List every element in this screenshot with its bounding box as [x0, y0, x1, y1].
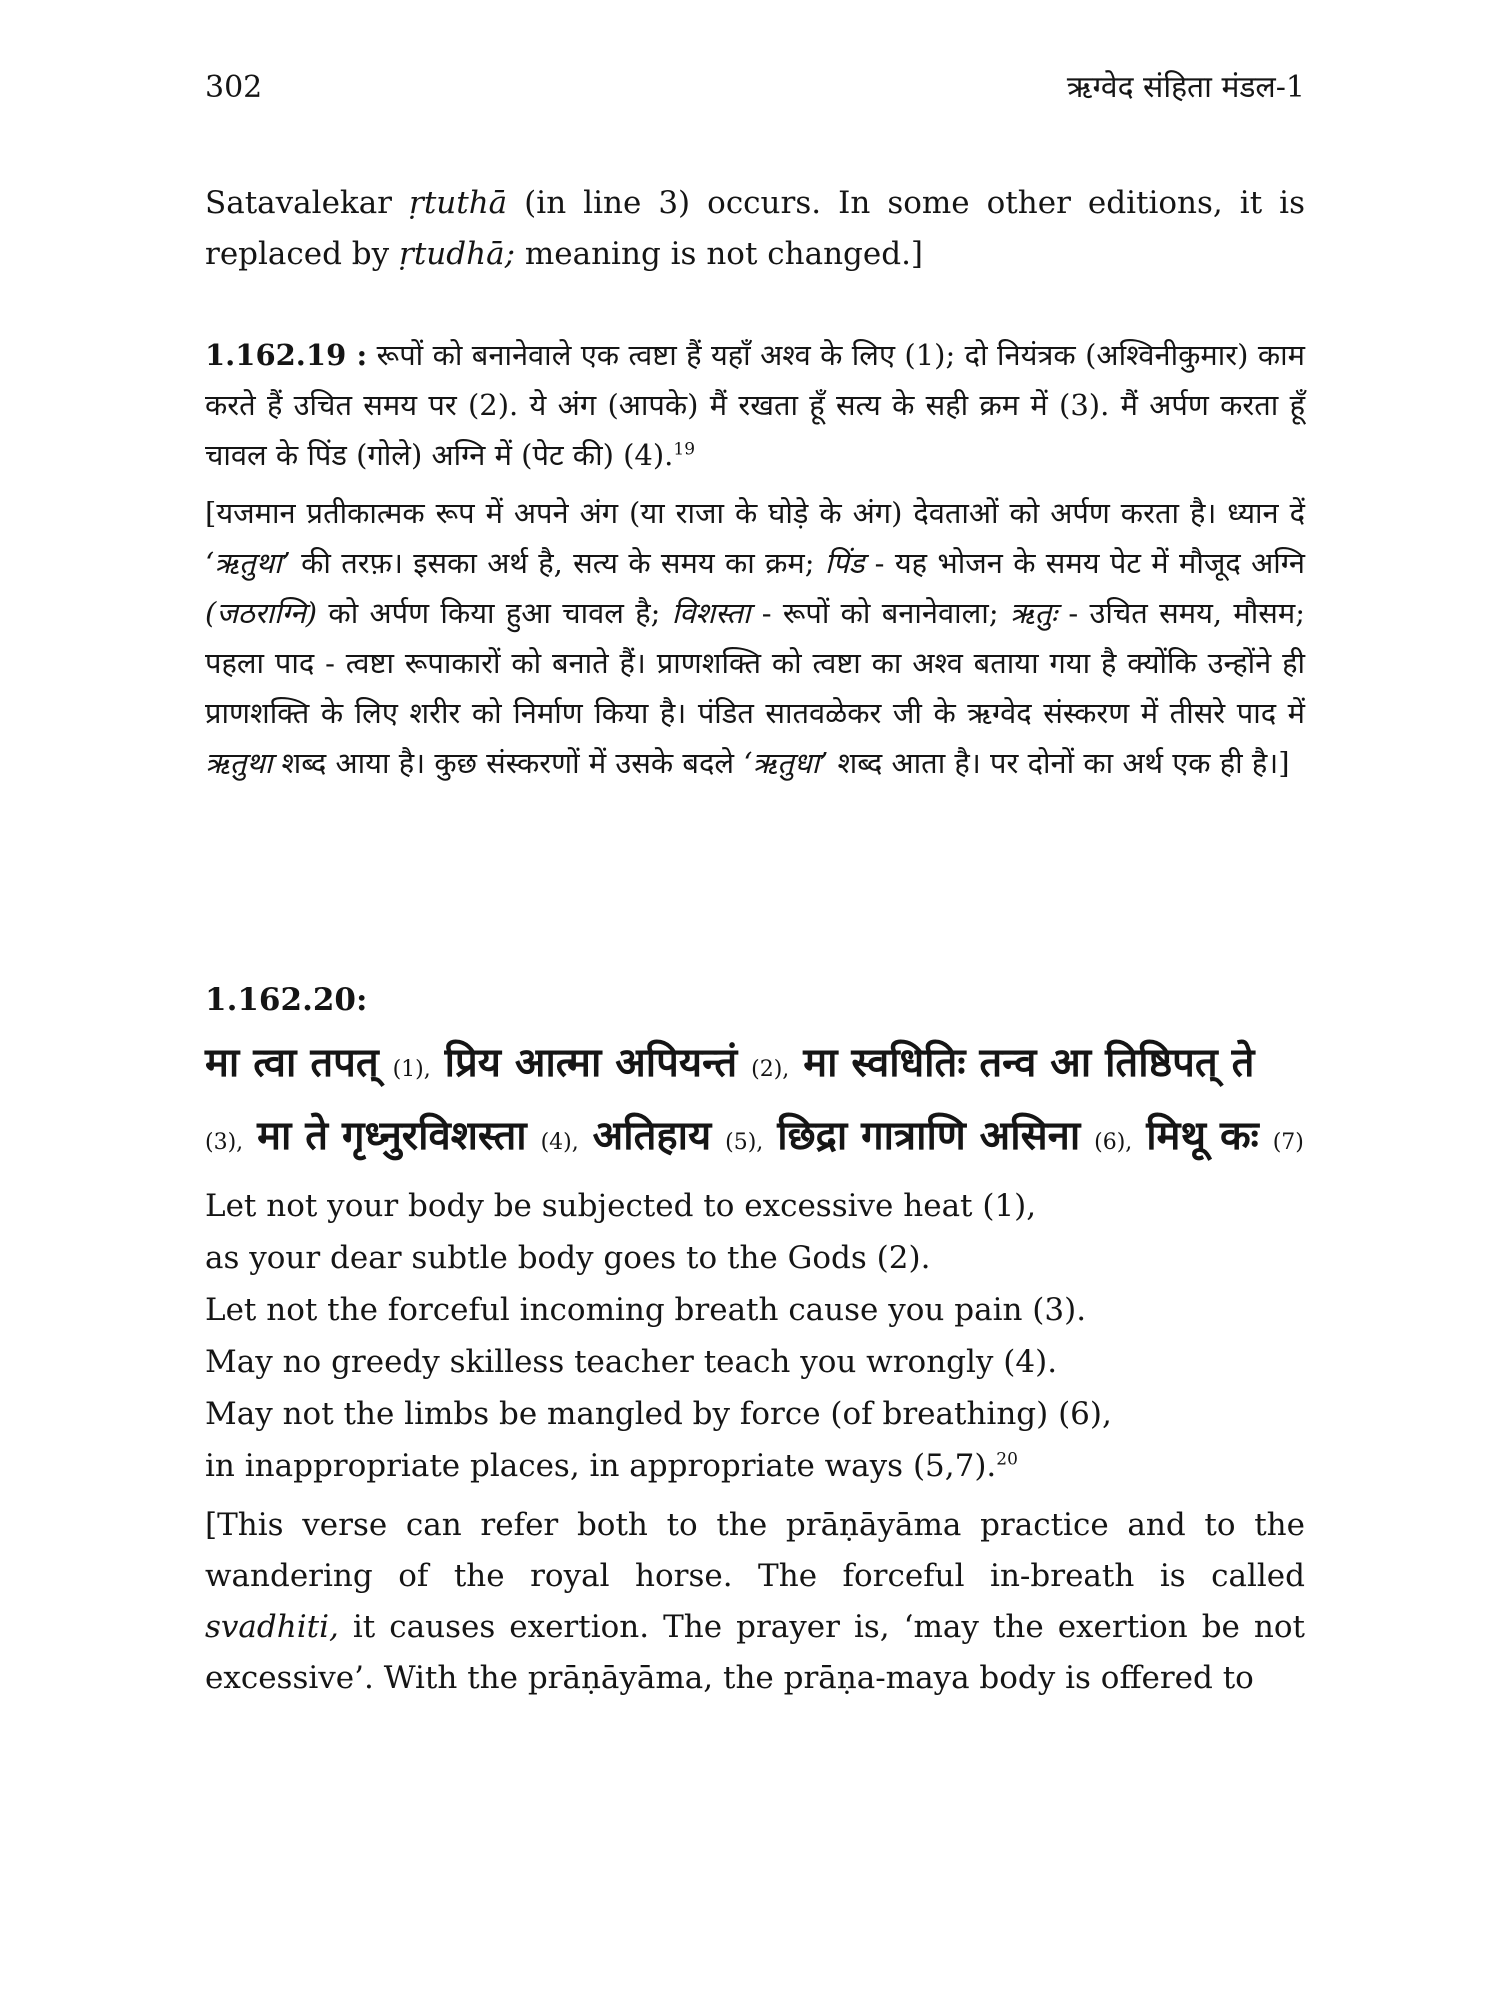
verse-20-sanskrit: मा त्वा तपत् (1), प्रिय आत्मा अपियन्तं (2), मा स्वधितिः तन्व आ तिष्ठिपत् ते (3), मा ते गृध्नुरविशस्ता (4), अतिहाय (5), छिद्रा गात्राणि असिना (6), मिथू कः (7) — [205, 1039, 1304, 1159]
verse-20-translation — [205, 1180, 1305, 1492]
verse-19-id: 1.162.19 : — [205, 338, 368, 372]
term-rtudha: ṛtudhā; — [399, 236, 516, 272]
translation-line: in inappropriate places, in appropriate ways (5,7).$^{20}$ — [205, 1448, 1018, 1484]
verse-19-translation: 1.162.19 : रूपों को बनानेवाले एक त्वष्टा हैं यहाँ अश्व के लिए (1); दो नियंत्रक (अश्विनीकुमार) काम करते हैं उचित समय पर (2). ये अंग (आपके) मैं रखता हूँ सत्य के सही क्रम में (3). मैं अर्पण करता हूँ चावल के पिंड (गोले) अग्नि में (पेट की) (4).$^{19}$ — [205, 338, 1305, 472]
running-head — [205, 60, 1305, 110]
verse-19-commentary: [यजमान प्रतीकात्मक रूप में अपने अंग (या राजा के घोड़े के अंग) देवताओं को अर्पण करता है। ध्यान दें ‘ऋतुथा’ की तरफ़। इसका अर्थ है, सत्य के समय का क्रम; पिंड - यह भोजन के समय पेट में मौजूद अग्नि (जठराग्नि) को अर्पण किया हुआ चावल है; विशस्ता - रूपों को बनानेवाला; ऋतुः - उचित समय, मौसम; पहला पाद - त्वष्टा रूपाकारों को बनाते हैं। प्राणशक्ति को त्वष्टा का अश्व बताया गया है क्योंकि उन्होंने ही प्राणशक्ति के लिए शरीर को निर्माण किया है। पंडित सातवळेकर जी के ऋग्वेद संस्करण में तीसरे पाद में ऋतुथा शब्द आया है। कुछ संस्करणों में उसके बदले ‘ऋतुधा’ शब्द आता है। पर दोनों का अर्थ एक ही है।] — [205, 496, 1305, 780]
footnote-marker-19: 19 — [673, 439, 696, 460]
translation-line: Let not the forceful incoming breath cause you pain (3). — [205, 1292, 1087, 1328]
term-rtutha: ṛtuthā — [409, 185, 508, 221]
translation-line: Let not your body be subjected to excessive heat (1), — [205, 1188, 1037, 1224]
book-title: ऋग्वेद संहिता मंडल-1 — [1066, 70, 1305, 105]
footnote-marker-20: 20 — [996, 1449, 1018, 1470]
translation-line: May no greedy skilless teacher teach you wrongly (4). — [205, 1344, 1058, 1380]
verse-20-commentary: [This verse can refer both to the prāṇāyāma practice and to the wandering of the royal horse. The forceful in-breath is called svadhiti, it causes exertion. The prayer is, ‘may the exertion be not excessive’. With the prāṇāyāma, the prāṇa-maya body is offered to — [205, 1507, 1305, 1696]
continuation-paragraph: Satavalekar ṛtuthā (in line 3) occurs. In some other editions, it is replaced by ṛtudhā; meaning is not changed.] — [205, 185, 1305, 272]
translation-line: as your dear subtle body goes to the Gods (2). — [205, 1240, 931, 1276]
page-number: 302 — [205, 70, 263, 105]
translation-line: May not the limbs be mangled by force (of breathing) (6), — [205, 1396, 1112, 1432]
term-svadhiti: svadhiti, — [205, 1609, 339, 1645]
book-page — [205, 60, 1305, 1704]
verse-20-id: 1.162.20: — [205, 982, 368, 1018]
